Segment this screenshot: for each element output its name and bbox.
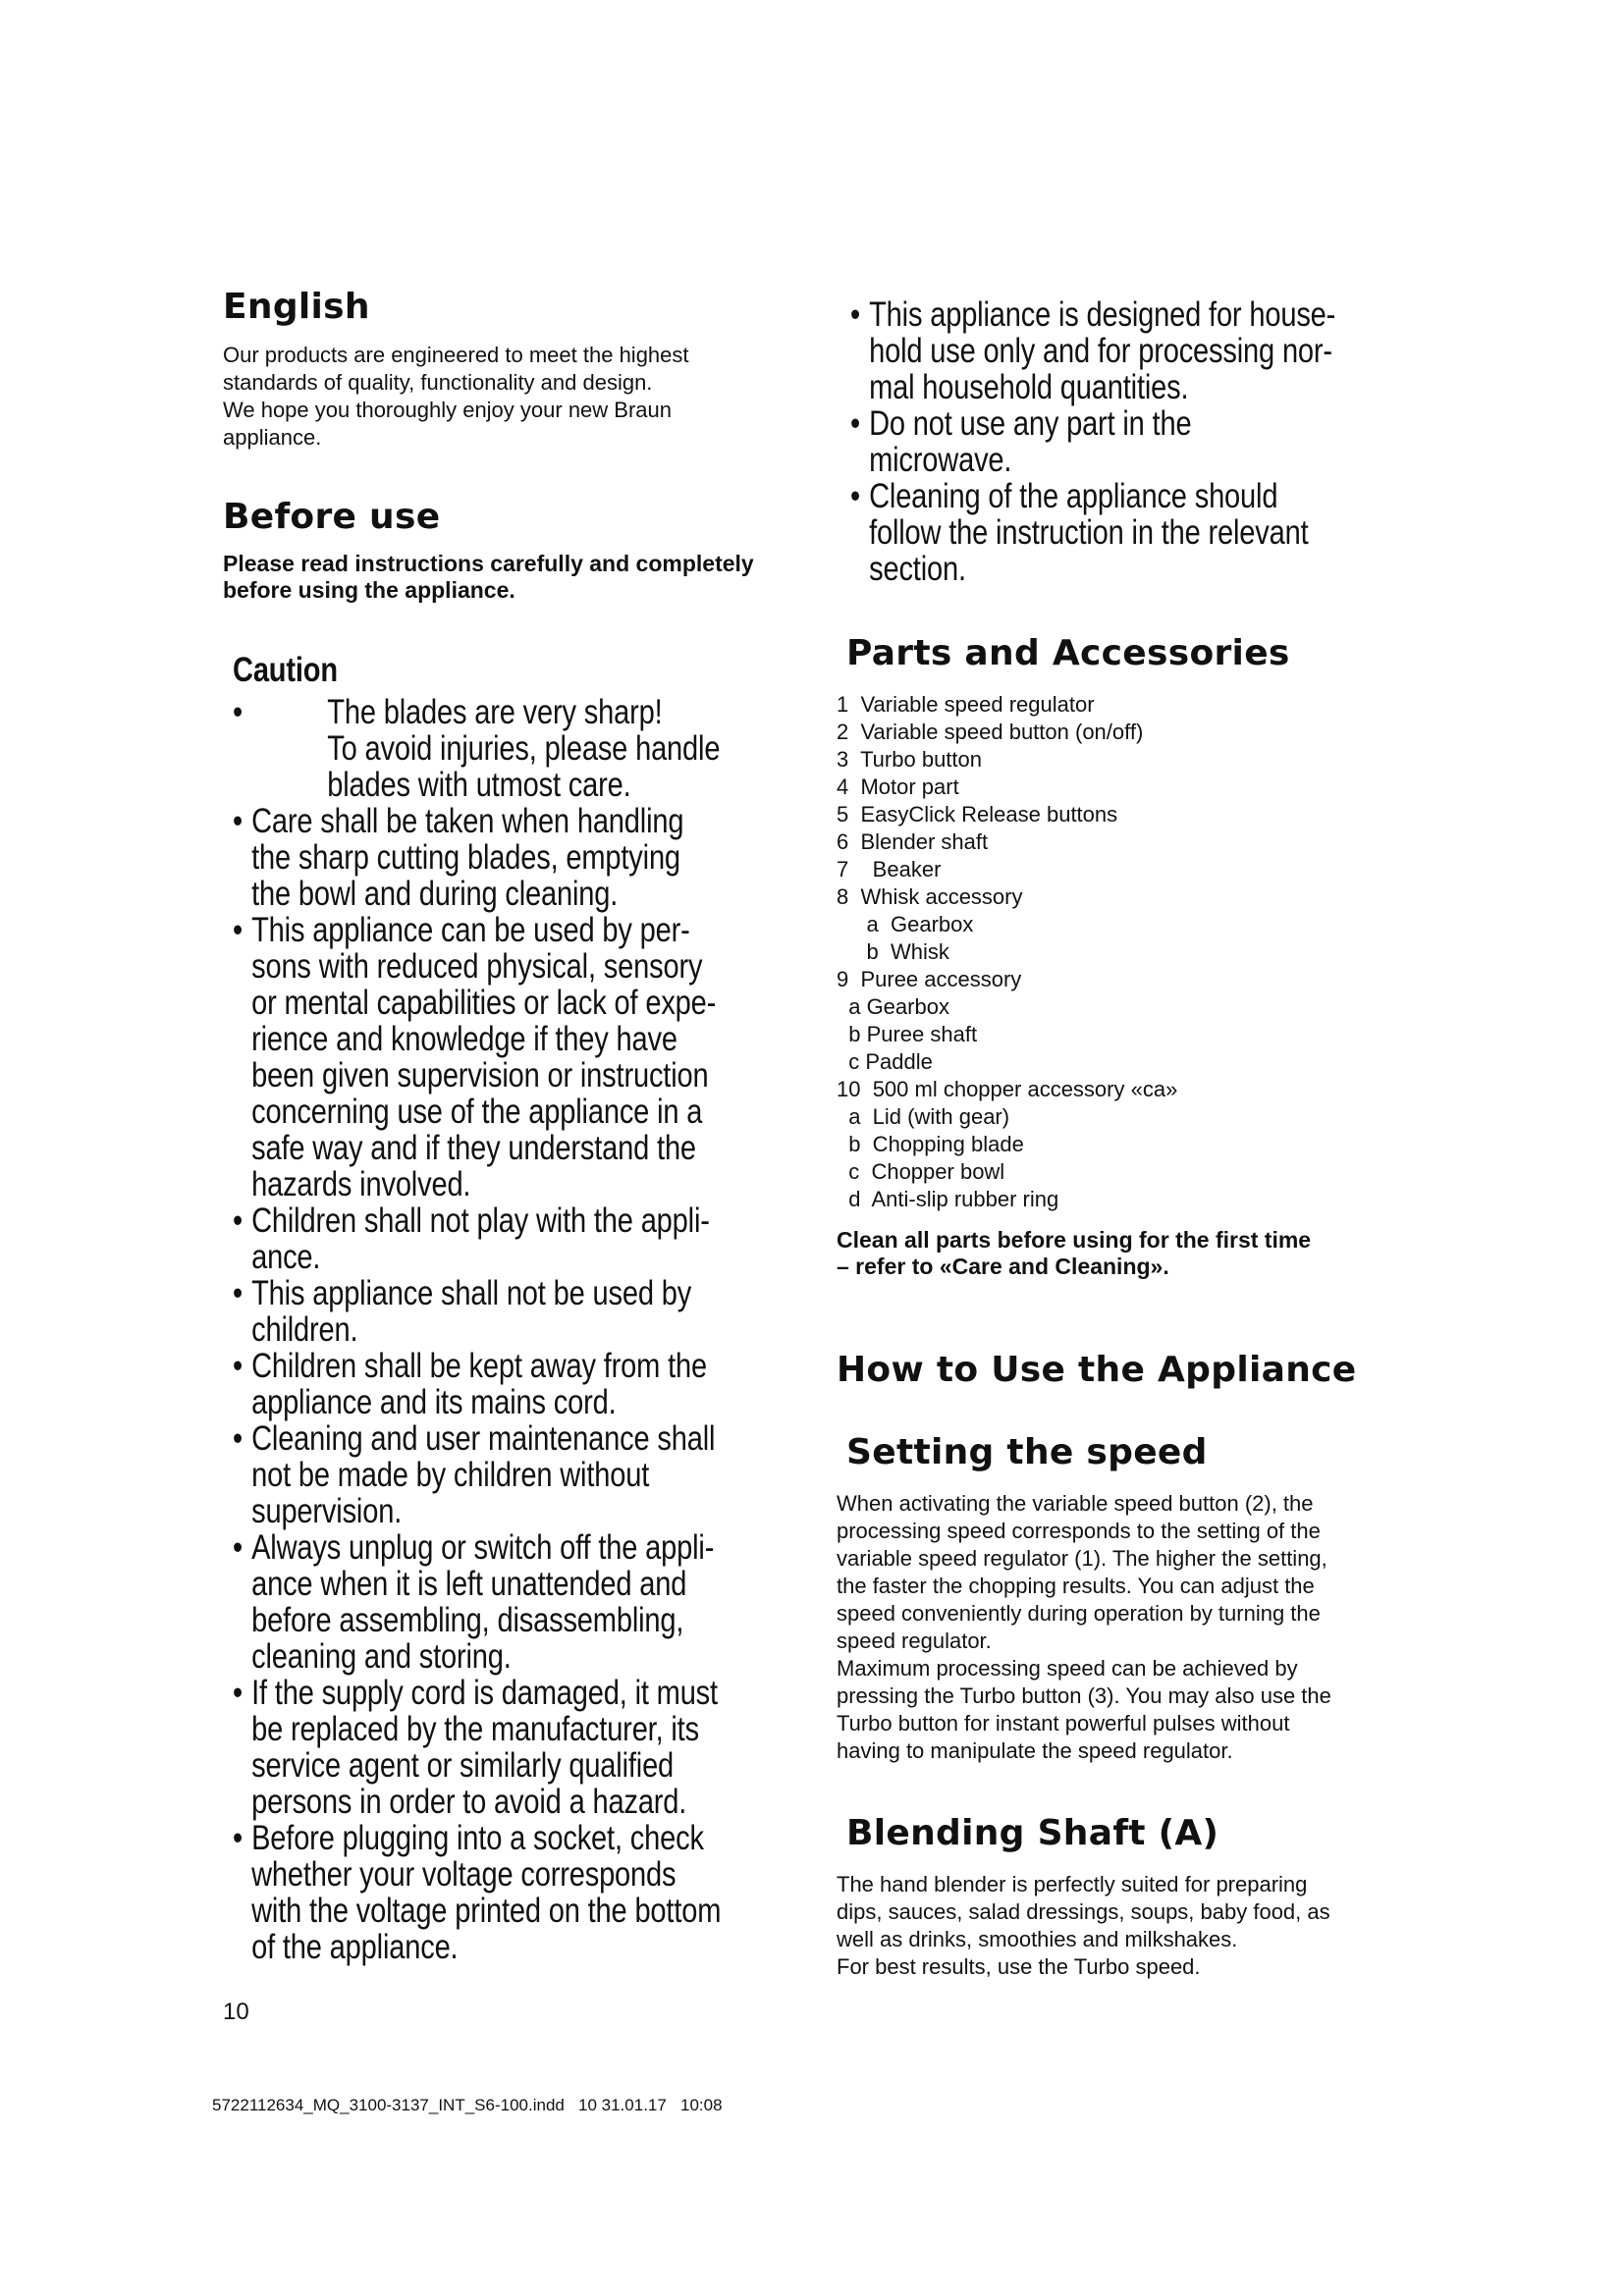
parts-item: b Chopping blade <box>837 1132 1024 1156</box>
bullet-line: with the voltage printed on the bottom <box>251 1892 722 1930</box>
parts-item: 4 Motor part <box>837 774 959 799</box>
bullet-line: safe way and if they understand the <box>251 1129 696 1167</box>
bullet-icon: • <box>233 1274 244 1312</box>
note-line: Please read instructions carefully and completely <box>223 551 754 576</box>
parts-item: 10 500 ml chopper accessory «ca» <box>837 1077 1178 1101</box>
bullet-item <box>233 912 722 1202</box>
parts-item: a Lid (with gear) <box>837 1104 1010 1129</box>
setting-speed-text <box>837 1490 1331 1765</box>
note-line: – refer to «Care and Cleaning». <box>837 1254 1169 1279</box>
text-line: For best results, use the Turbo speed. <box>837 1954 1201 1979</box>
bullet-line: mal household quantities. <box>869 368 1189 406</box>
how-to-use-title: How to Use the Appliance <box>837 1350 1357 1390</box>
bullet-icon: • <box>850 477 861 515</box>
bullet-icon: • <box>233 693 244 731</box>
bullet-line: sons with reduced physical, sensory <box>251 947 703 986</box>
caution-title: Caution <box>233 651 338 689</box>
bullet-line: appliance and its mains cord. <box>251 1383 617 1421</box>
bullet-line: Do not use any part in the microwave. <box>869 404 1192 479</box>
parts-item: 8 Whisk accessory <box>837 884 1023 909</box>
bullet-line: whether your voltage corresponds <box>251 1855 677 1894</box>
bullet-line: supervision. <box>251 1492 403 1530</box>
bullet-line: cleaning and storing. <box>251 1637 512 1676</box>
bullet-icon: • <box>233 1528 244 1567</box>
setting-speed-title: Setting the speed <box>846 1432 1208 1472</box>
bullet-line: Children shall be kept away from the <box>251 1347 707 1385</box>
note-line: Clean all parts before using for the first time <box>837 1227 1312 1253</box>
bullet-line: concerning use of the appliance in a <box>251 1093 703 1131</box>
bullet-line: If the supply cord is damaged, it must <box>251 1674 718 1712</box>
parts-title: Parts and Accessories <box>846 633 1290 673</box>
parts-item: c Chopper bowl <box>837 1159 1005 1184</box>
bullet-line: Care shall be taken when handling <box>251 802 684 840</box>
bullet-icon: • <box>233 1201 244 1240</box>
caution-first-item <box>233 694 722 803</box>
text-line: dips, sauces, salad dressings, soups, baby food, as <box>837 1899 1330 1924</box>
bullet-line: Before plugging into a socket, check <box>251 1819 704 1857</box>
parts-item: 3 Turbo button <box>837 747 982 772</box>
parts-item: 7 Beaker <box>837 857 942 881</box>
parts-item: 1 Variable speed regulator <box>837 692 1095 717</box>
text-line: When activating the variable speed button (2), the <box>837 1491 1314 1516</box>
bullet-icon: • <box>233 1347 244 1385</box>
bullet-line: follow the instruction in the relevant <box>869 513 1309 552</box>
bullet-line: ance. <box>251 1238 321 1276</box>
text-line: Maximum processing speed can be achieved by <box>837 1656 1298 1681</box>
intro-line: appliance. <box>223 425 322 450</box>
before-use-note <box>223 551 754 604</box>
text-line: well as drinks, smoothies and milkshakes. <box>837 1927 1238 1951</box>
parts-item: c Paddle <box>837 1049 933 1074</box>
text-line: The hand blender is perfectly suited for preparing <box>837 1872 1308 1896</box>
bullet-icon: • <box>233 1819 244 1857</box>
parts-note <box>837 1227 1311 1280</box>
text-line: pressing the Turbo button (3). You may also use the <box>837 1683 1331 1708</box>
bullet-item <box>233 1420 722 1529</box>
parts-item: a Gearbox <box>837 994 949 1019</box>
bullet-line: not be made by children without <box>251 1456 650 1494</box>
bullet-line: the sharp cutting blades, emptying <box>251 838 680 877</box>
parts-item: 2 Variable speed button (on/off) <box>837 720 1144 744</box>
before-use-title: Before use <box>223 497 441 537</box>
bullet-line: Cleaning and user maintenance shall <box>251 1419 716 1458</box>
bullet-line: before assembling, disassembling, <box>251 1601 684 1639</box>
bullet-item <box>850 478 1339 587</box>
bullet-item <box>233 1275 722 1348</box>
bullet-item <box>233 1675 722 1820</box>
bullet-line: of the appliance. <box>251 1928 459 1966</box>
text-line: Turbo button for instant powerful pulses without <box>837 1711 1290 1735</box>
text-line: processing speed corresponds to the setting of the <box>837 1519 1321 1543</box>
bullet-line: This appliance shall not be used by <box>251 1274 692 1312</box>
text-line: having to manipulate the speed regulator. <box>837 1738 1233 1763</box>
intro-line: standards of quality, functionality and design. <box>223 370 653 395</box>
caution-line: blades with utmost care. <box>327 766 631 804</box>
text-line: speed regulator. <box>837 1629 992 1653</box>
footer-slug: 5722112634_MQ_3100-3137_INT_S6-100.indd 10 31.01.17 10:08 <box>212 2096 723 2114</box>
text-line: variable speed regulator (1). The higher the setting, <box>837 1546 1327 1571</box>
note-line: before using the appliance. <box>223 577 515 603</box>
bullet-line: This appliance can be used by per- <box>251 911 690 949</box>
caution-bullets <box>233 803 722 1965</box>
bullet-line: Cleaning of the appliance should <box>869 477 1278 515</box>
bullet-icon: • <box>233 1419 244 1458</box>
bullet-line: ance when it is left unattended and <box>251 1565 687 1603</box>
blending-shaft-text <box>837 1871 1330 1981</box>
bullet-item <box>233 1348 722 1420</box>
bullet-item <box>233 1529 722 1675</box>
bullet-item <box>233 803 722 912</box>
bullet-line: rience and knowledge if they have <box>251 1020 677 1058</box>
bullet-line: be replaced by the manufacturer, its <box>251 1710 699 1748</box>
english-intro <box>223 342 689 452</box>
bullet-line: section. <box>869 550 966 588</box>
text-line: the faster the chopping results. You can adjust the <box>837 1574 1315 1598</box>
bullet-line: been given supervision or instruction <box>251 1056 709 1095</box>
parts-item: 9 Puree accessory <box>837 967 1022 991</box>
parts-item: 6 Blender shaft <box>837 829 989 854</box>
bullet-icon: • <box>850 295 861 334</box>
bullet-item <box>233 1202 722 1275</box>
parts-list <box>837 691 1177 1213</box>
bullet-icon: • <box>850 404 861 443</box>
parts-item: a Gearbox <box>837 912 974 936</box>
bullet-line: hazards involved. <box>251 1165 471 1203</box>
bullet-line: persons in order to avoid a hazard. <box>251 1783 687 1821</box>
bullet-icon: • <box>233 1674 244 1712</box>
parts-item: b Puree shaft <box>837 1022 978 1046</box>
bullet-item <box>233 1820 722 1965</box>
bullet-icon: • <box>233 802 244 840</box>
intro-line: We hope you thoroughly enjoy your new Braun <box>223 398 672 422</box>
parts-item: 5 EasyClick Release buttons <box>837 802 1118 827</box>
top-bullets <box>850 296 1339 587</box>
page-number: 10 <box>223 1999 249 2025</box>
parts-item: d Anti-slip rubber ring <box>837 1187 1059 1211</box>
bullet-line: children. <box>251 1310 358 1349</box>
text-line: speed conveniently during operation by turning the <box>837 1601 1321 1626</box>
bullet-item <box>850 296 1339 405</box>
bullet-line: or mental capabilities or lack of expe- <box>251 984 717 1022</box>
bullet-line: hold use only and for processing nor- <box>869 332 1332 370</box>
top-bullet-list <box>850 296 1339 587</box>
bullet-line: the bowl and during cleaning. <box>251 875 619 913</box>
bullet-line: service agent or similarly qualified <box>251 1746 675 1785</box>
bullet-icon: • <box>233 911 244 949</box>
bullet-item <box>850 405 1339 478</box>
caution-list <box>233 694 722 1965</box>
bullet-line: Always unplug or switch off the appli- <box>251 1528 715 1567</box>
blending-shaft-title: Blending Shaft (A) <box>846 1813 1219 1853</box>
parts-item: b Whisk <box>837 939 949 964</box>
bullet-line: Children shall not play with the appli- <box>251 1201 710 1240</box>
bullet-line: This appliance is designed for house- <box>869 295 1336 334</box>
caution-line: The blades are very sharp! <box>327 693 663 731</box>
caution-line: To avoid injuries, please handle <box>327 729 721 768</box>
english-title: English <box>223 287 370 327</box>
intro-line: Our products are engineered to meet the highest <box>223 343 689 367</box>
